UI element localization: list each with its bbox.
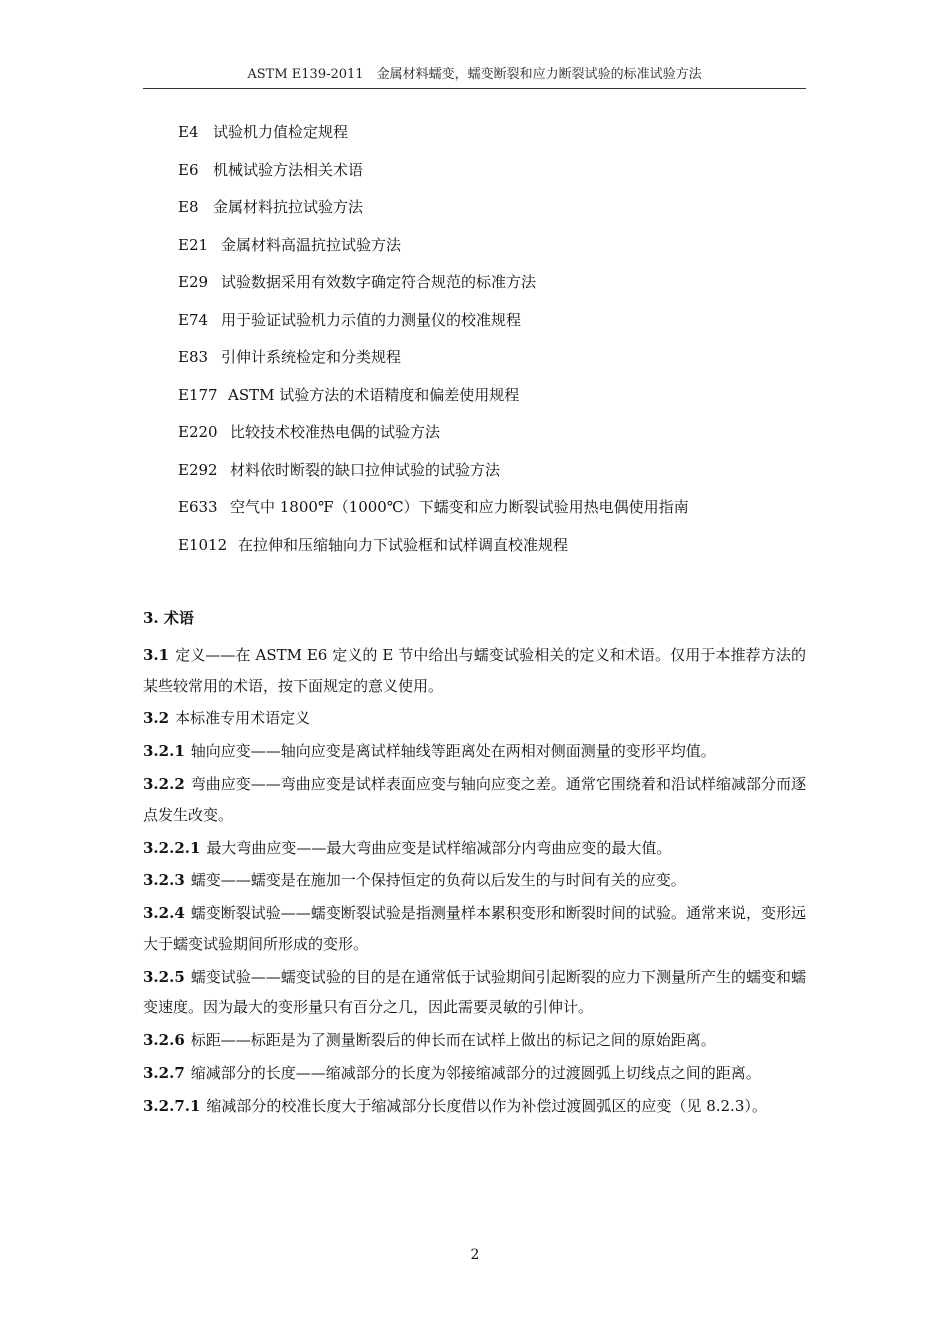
reference-code: E633 [178,498,218,516]
clause-text: 缩减部分的校准长度大于缩减部分长度借以作为补偿过渡圆弧区的应变（见 8.2.3）。 [206,1096,767,1115]
clause-number: 3.2.3 [143,871,185,890]
clause-text: 轴向应变——轴向应变是离试样轴线等距离处在两相对侧面测量的变形平均值。 [190,742,716,761]
term-paragraph [143,703,806,734]
reference-title: 比较技术校准热电偶的试验方法 [230,423,441,441]
clause-number: 3.1 [143,646,170,664]
term-paragraph [143,1025,806,1056]
reference-code: E1012 [178,535,228,554]
reference-code: E292 [178,460,218,479]
term-paragraph [143,736,806,767]
reference-title: 试验数据采用有效数字确定符合规范的标准方法 [221,273,537,291]
term-paragraph [143,1058,806,1089]
running-header: ASTM E139-2011 金属材料蠕变，蠕变断裂和应力断裂试验的标准试验方法 [143,66,806,89]
clause-text: 最大弯曲应变——最大弯曲应变是试样缩减部分内弯曲应变的最大值。 [206,838,672,857]
term-paragraph [143,769,806,830]
clause-number: 3.2.4 [143,904,185,923]
reference-title: ASTM 试验方法的术语精度和偏差使用规程 [228,385,520,404]
reference-item [178,270,798,308]
clause-number: 3.2 [143,709,170,728]
reference-code: E8 [178,198,199,216]
page-number: 2 [470,1247,480,1263]
clause-number: 3.2.2 [143,775,185,794]
clause-number: 3.2.7.1 [143,1096,201,1115]
reference-item [178,495,798,533]
reference-item [178,458,798,496]
term-paragraph [143,640,806,701]
reference-code: E21 [178,235,209,254]
clause-text: 蠕变——蠕变是在施加一个保持恒定的负荷以后发生的与时间有关的应变。 [190,871,686,890]
reference-title: 用于验证试验机力示值的力测量仪的校准规程 [221,310,522,329]
reference-item [178,195,798,233]
clause-text: 标距——标距是为了测量断裂后的伸长而在试样上做出的标记之间的原始距离。 [190,1031,716,1050]
reference-item [178,533,798,571]
reference-item [178,345,798,383]
reference-code: E177 [178,385,218,404]
clause-text: 本标准专用术语定义 [175,709,311,728]
term-paragraph [143,865,806,896]
reference-item [178,233,798,271]
clause-number: 3.2.6 [143,1031,185,1050]
reference-code: E220 [178,423,218,441]
reference-code: E29 [178,273,209,291]
reference-item [178,308,798,346]
reference-code: E4 [178,123,199,141]
reference-title: 试验机力值检定规程 [213,123,349,141]
referenced-documents-list [178,120,798,570]
clause-number: 3.2.1 [143,742,185,761]
clause-text: 缩减部分的长度——缩减部分的长度为邻接缩减部分的过渡圆弧上切线点之间的距离。 [190,1064,761,1083]
reference-title: 空气中 1800℉（1000℃）下蠕变和应力断裂试验用热电偶使用指南 [230,498,689,516]
clause-number: 3.2.7 [143,1064,185,1083]
clause-number: 3.2.5 [143,967,185,986]
clause-text: 弯曲应变——弯曲应变是试样表面应变与轴向应变之差。通常它围绕着和沿试样缩减部分而逐点发生改变。 [143,775,806,824]
terminology-section [143,604,806,1124]
reference-item [178,158,798,196]
reference-title: 金属材料抗拉试验方法 [213,198,364,216]
reference-item [178,420,798,458]
section-title: 3. 术语 [143,609,194,627]
clause-text: 蠕变断裂试验——蠕变断裂试验是指测量样本累积变形和断裂时间的试验。通常来说，变形远大于蠕变试验期间所形成的变形。 [143,904,806,953]
reference-code: E74 [178,310,209,329]
reference-code: E6 [178,160,199,179]
reference-title: 材料依时断裂的缺口拉伸试验的试验方法 [230,460,501,479]
reference-title: 引伸计系统检定和分类规程 [221,348,402,366]
reference-code: E83 [178,348,209,366]
term-paragraph [143,833,806,864]
clause-number: 3.2.2.1 [143,838,201,857]
term-paragraph [143,962,806,1023]
term-paragraph [143,898,806,959]
reference-item [178,120,798,158]
reference-item [178,383,798,421]
reference-title: 在拉伸和压缩轴向力下试验框和试样调直校准规程 [238,535,569,554]
term-paragraph [143,1091,806,1122]
reference-title: 金属材料高温抗拉试验方法 [221,235,402,254]
clause-text: 蠕变试验——蠕变试验的目的是在通常低于试验期间引起断裂的应力下测量所产生的蠕变和蠕变速度。因为最大的变形量只有百分之几，因此需要灵敏的引伸计。 [143,967,806,1017]
clause-text: 定义——在 ASTM E6 定义的 E 节中给出与蠕变试验相关的定义和术语。仅用于本推荐方法的某些较常用的术语，按下面规定的意义使用。 [143,646,806,695]
reference-title: 机械试验方法相关术语 [213,160,364,179]
